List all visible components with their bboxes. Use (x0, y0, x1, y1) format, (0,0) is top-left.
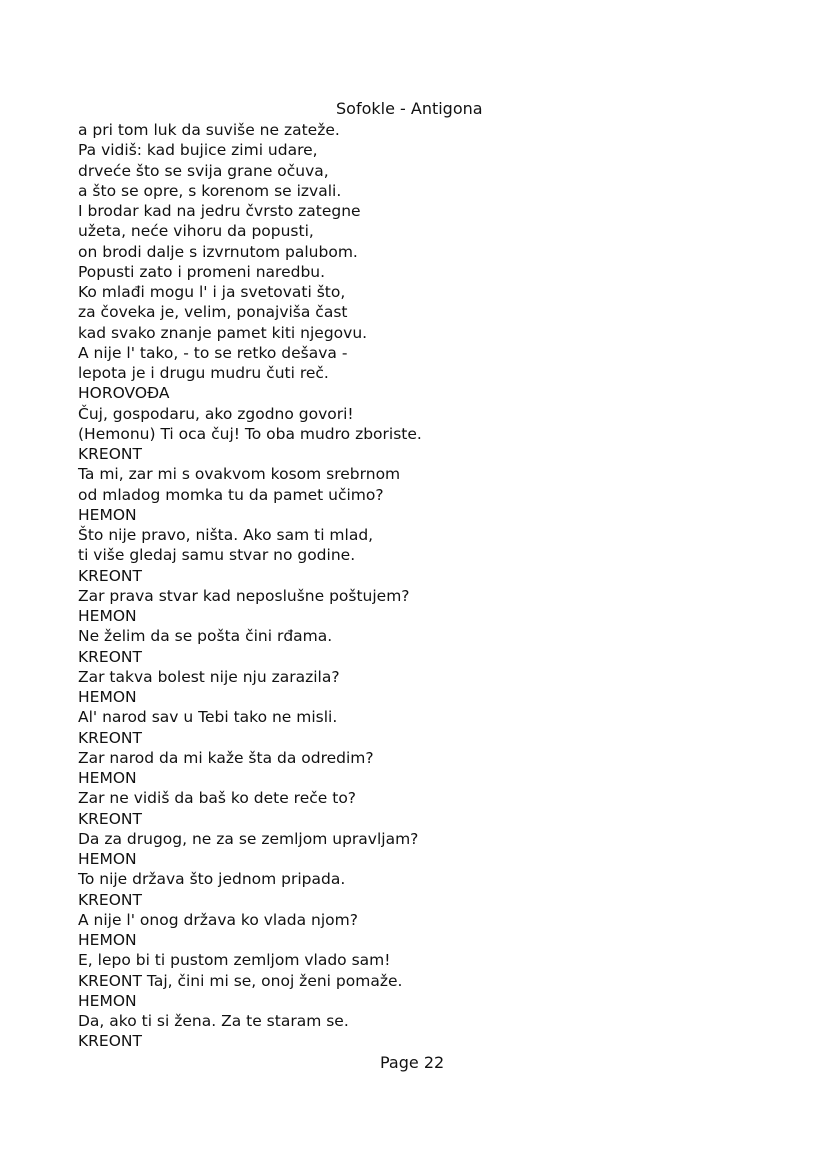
text-line: lepota je i drugu mudru čuti reč. (78, 364, 329, 382)
text-line: E, lepo bi ti pustom zemljom vlado sam! (78, 951, 391, 970)
speaker-name: KREONT (78, 890, 142, 909)
text-line: a što se opre, s korenom se izvali. (78, 181, 342, 200)
speaker-name: HEMON (78, 505, 137, 524)
text-line: Popusti zato i promeni naredbu. (78, 262, 326, 281)
text-line: (Hemonu) Ti oca čuj! To oba mudro zboriste. (78, 424, 422, 443)
text-line: Ko mlađi mogu l' i ja svetovati što, (78, 283, 346, 301)
text-line: Zar prava stvar kad neposlušne poštujem? (78, 586, 410, 605)
text-line: od mladog momka tu da pamet učimo? (78, 485, 384, 504)
document-body (78, 120, 778, 1052)
text-line: Ne želim da se pošta čini rđama. (78, 627, 333, 646)
text-line: Čuj, gospodaru, ako zgodno govori! (78, 404, 354, 423)
speaker-name: KREONT (78, 1032, 142, 1051)
text-line: on brodi dalje s izvrnutom palubom. (78, 242, 358, 261)
text-line: Al' narod sav u Tebi tako ne misli. (78, 708, 338, 727)
text-line: Da, ako ti si žena. Za te staram se. (78, 1012, 349, 1030)
text-line: kad svako znanje pamet kiti njegovu. (78, 323, 368, 342)
page-number: Page 22 (380, 1053, 445, 1072)
speaker-name: KREONT (78, 445, 142, 463)
text-line: ti više gledaj samu stvar no godine. (78, 546, 356, 565)
speaker-name: KREONT (78, 809, 142, 828)
text-line: Što nije pravo, ništa. Ako sam ti mlad, (78, 526, 374, 544)
text-line: Da za drugog, ne za se zemljom upravljam? (78, 829, 419, 848)
text-line: drveće što se svija grane očuva, (78, 161, 329, 180)
text-line: To nije država što jednom pripada. (78, 870, 346, 889)
text-line: KREONT Taj, čini mi se, onoj ženi pomaže. (78, 971, 403, 990)
speaker-name: KREONT (78, 566, 142, 585)
text-line: a pri tom luk da suviše ne zateže. (78, 121, 340, 139)
text-line: užeta, neće vihoru da popusti, (78, 222, 314, 241)
text-line: Pa vidiš: kad bujice zimi udare, (78, 141, 318, 160)
speaker-name: HEMON (78, 991, 137, 1010)
text-line: A nije l' tako, - to se retko dešava - (78, 343, 348, 362)
speaker-name: HEMON (78, 769, 137, 787)
text-line: A nije l' onog država ko vlada njom? (78, 910, 358, 929)
speaker-name: KREONT (78, 647, 142, 666)
text-line: I brodar kad na jedru čvrsto zategne (78, 202, 361, 220)
speaker-name: HEMON (78, 931, 137, 949)
speaker-name: KREONT (78, 728, 142, 747)
text-line: Zar narod da mi kaže šta da odredim? (78, 748, 374, 767)
text-line: za čoveka je, velim, ponajviša čast (78, 303, 348, 322)
speaker-name: HEMON (78, 607, 137, 625)
speaker-name: HOROVOĐA (78, 384, 170, 403)
page-header-title: Sofokle - Antigona (336, 99, 483, 118)
speaker-name: HEMON (78, 850, 137, 868)
text-line: Ta mi, zar mi s ovakvom kosom srebrnom (78, 465, 401, 484)
text-line: Zar ne vidiš da baš ko dete reče to? (78, 789, 357, 808)
speaker-name: HEMON (78, 688, 137, 706)
text-line: Zar takva bolest nije nju zarazila? (78, 667, 340, 686)
